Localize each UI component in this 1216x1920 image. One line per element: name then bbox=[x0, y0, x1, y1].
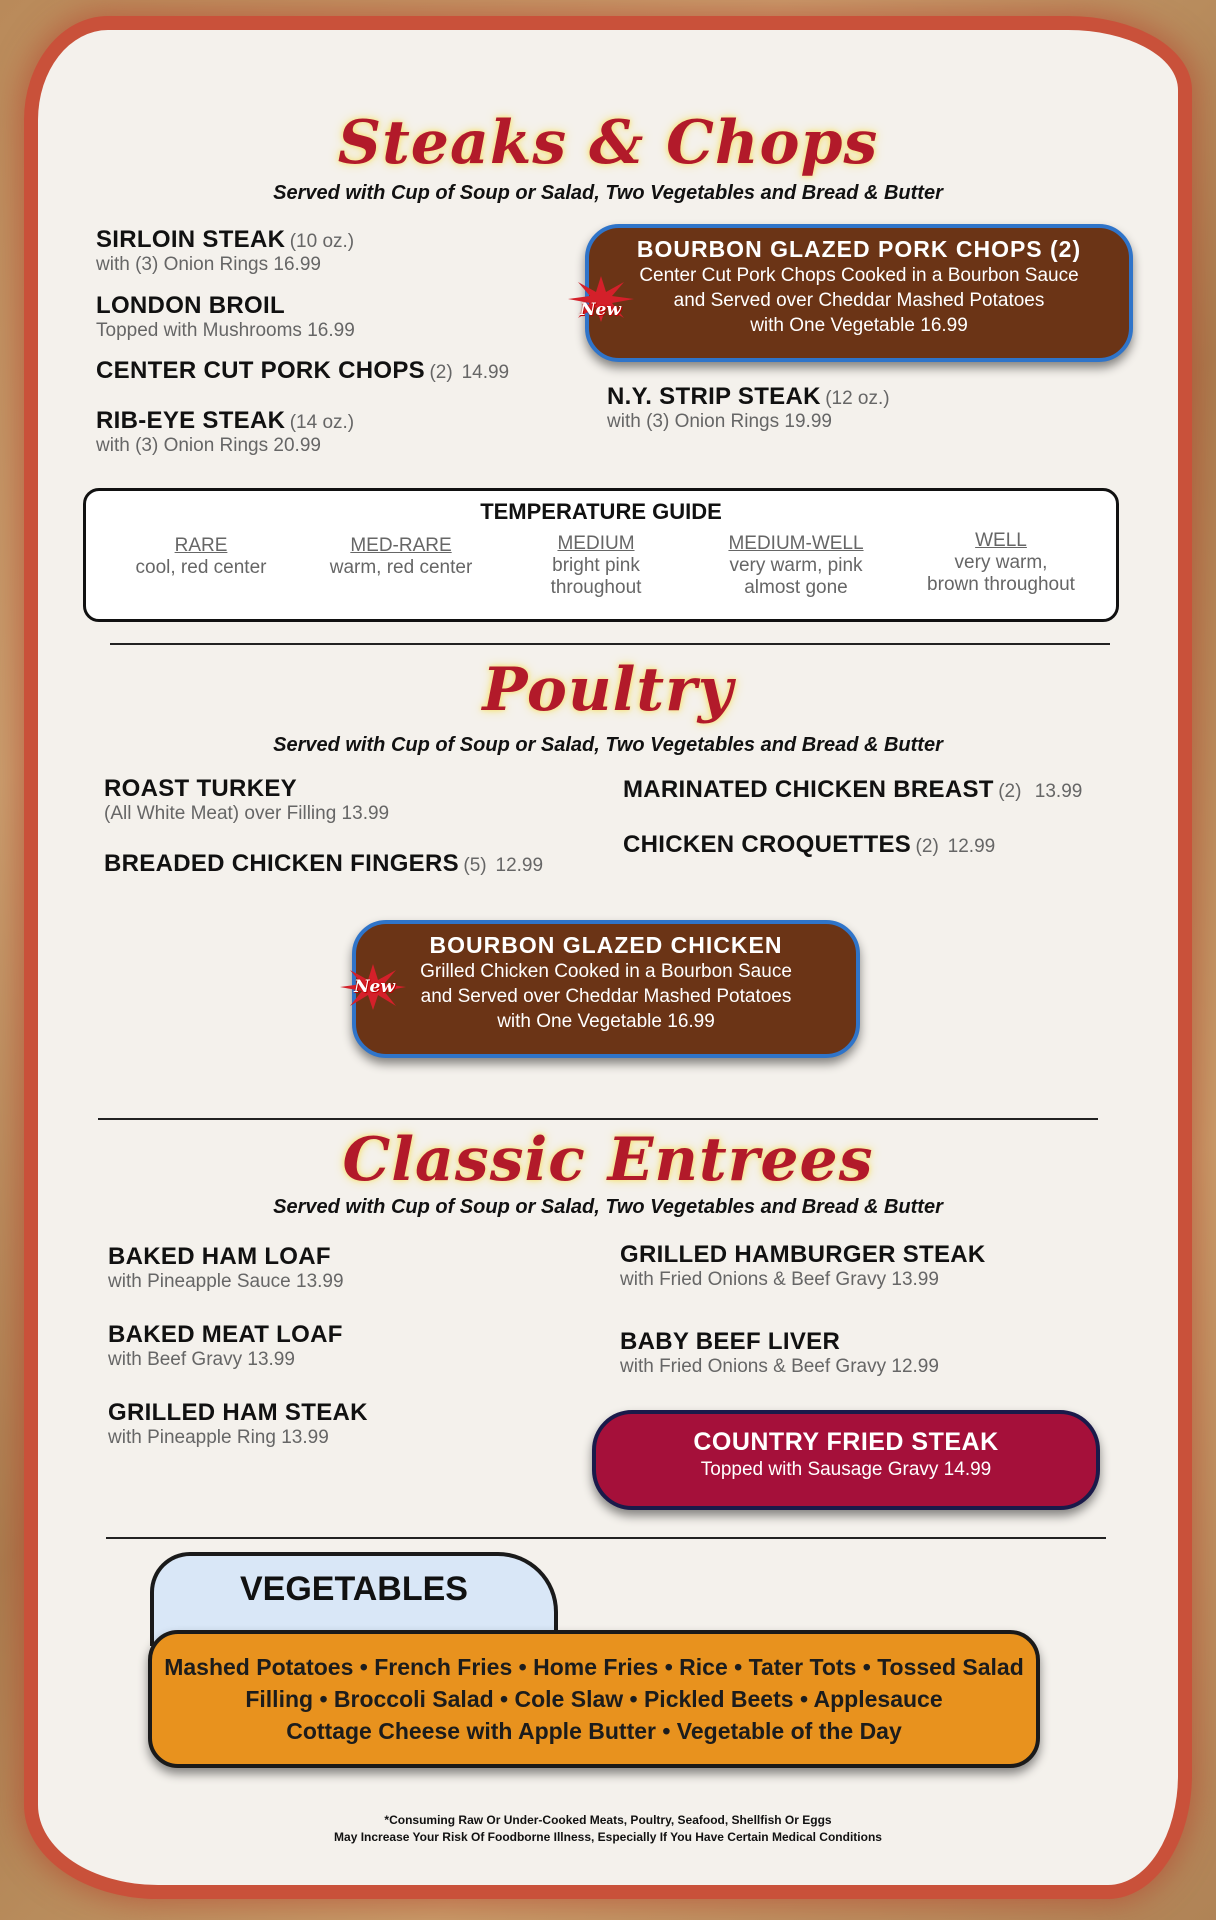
section-divider bbox=[106, 1537, 1106, 1539]
new-badge-label: New bbox=[580, 300, 621, 320]
temp-level-med-rare bbox=[316, 535, 486, 579]
item-name: GRILLED HAM STEAK bbox=[108, 1399, 368, 1426]
item-desc: with Pineapple Sauce 13.99 bbox=[108, 1271, 344, 1292]
item-desc: with Fried Onions & Beef Gravy 12.99 bbox=[620, 1356, 939, 1377]
disclaimer-line-1: *Consuming Raw Or Under-Cooked Meats, Poultry, Seafood, Shellfish Or Eggs bbox=[384, 1813, 832, 1827]
promo-title: BOURBON GLAZED CHICKEN bbox=[429, 932, 783, 958]
item-name: CENTER CUT PORK CHOPS bbox=[96, 357, 425, 384]
item-name: SIRLOIN STEAK bbox=[96, 226, 286, 253]
menu-item-baked-meat-loaf bbox=[108, 1321, 343, 1371]
food-safety-disclaimer bbox=[0, 1812, 1216, 1846]
temp-level-desc-2: brown throughout bbox=[927, 574, 1075, 595]
menu-item-center-cut-pork-chops bbox=[96, 357, 509, 385]
temperature-guide-title: TEMPERATURE GUIDE bbox=[480, 499, 722, 524]
feature-desc: Topped with Sausage Gravy 14.99 bbox=[700, 1459, 992, 1480]
temp-level-desc-2: almost gone bbox=[744, 577, 848, 598]
item-name: GRILLED HAMBURGER STEAK bbox=[620, 1241, 986, 1268]
item-name: BREADED CHICKEN FINGERS bbox=[104, 850, 459, 877]
item-name: CHICKEN CROQUETTES bbox=[623, 831, 912, 858]
steaks-section-title: Steaks & Chops bbox=[337, 108, 879, 178]
temp-level-desc: bright pink bbox=[552, 555, 640, 576]
vegetables-line-1: Mashed Potatoes • French Fries • Home Fries • Rice • Tater Tots • Tossed Salad bbox=[164, 1654, 1024, 1680]
section-divider bbox=[110, 643, 1110, 645]
temp-level-medium-well bbox=[706, 533, 886, 599]
item-desc: (All White Meat) over Filling 13.99 bbox=[104, 803, 390, 824]
vegetables-list bbox=[148, 1630, 1040, 1768]
promo-line-3: with One Vegetable 16.99 bbox=[750, 315, 968, 336]
temp-level-name: MED-RARE bbox=[350, 535, 452, 556]
promo-line-1: Grilled Chicken Cooked in a Bourbon Sauce bbox=[420, 961, 792, 982]
temp-level-rare bbox=[126, 535, 276, 579]
item-desc: with (3) Onion Rings 19.99 bbox=[607, 411, 832, 432]
promo-bourbon-pork-chops bbox=[585, 224, 1133, 362]
classic-served-with: Served with Cup of Soup or Salad, Two Vegetables and Bread & Butter bbox=[273, 1196, 943, 1218]
menu-item-baby-beef-liver bbox=[620, 1328, 939, 1378]
temp-level-name: WELL bbox=[975, 530, 1027, 551]
menu-item-marinated-chicken-breast bbox=[623, 776, 1082, 804]
feature-title: COUNTRY FRIED STEAK bbox=[693, 1428, 999, 1456]
temp-level-desc: very warm, pink bbox=[729, 555, 863, 576]
item-qty: (2) bbox=[998, 781, 1022, 802]
menu-item-baked-ham-loaf bbox=[108, 1243, 344, 1293]
steaks-served-with: Served with Cup of Soup or Salad, Two Vegetables and Bread & Butter bbox=[273, 182, 943, 204]
section-divider bbox=[98, 1118, 1098, 1120]
item-desc: Topped with Mushrooms 16.99 bbox=[96, 320, 355, 341]
promo-line-2: and Served over Cheddar Mashed Potatoes bbox=[420, 986, 792, 1007]
vegetables-line-2: Filling • Broccoli Salad • Cole Slaw • Pickled Beets • Applesauce bbox=[245, 1686, 943, 1712]
temp-level-name: RARE bbox=[174, 535, 228, 556]
promo-line-2: and Served over Cheddar Mashed Potatoes bbox=[673, 290, 1045, 311]
item-price: 13.99 bbox=[1034, 781, 1083, 802]
item-desc: with (3) Onion Rings 16.99 bbox=[96, 254, 321, 275]
menu-item-breaded-chicken-fingers bbox=[104, 850, 543, 878]
disclaimer-line-2: May Increase Your Risk Of Foodborne Illness, Especially If You Have Certain Medical Conditions bbox=[334, 1830, 882, 1844]
item-qty: (14 oz.) bbox=[289, 412, 355, 433]
vegetables-line-3: Cottage Cheese with Apple Butter • Vegetable of the Day bbox=[286, 1718, 902, 1744]
item-name: MARINATED CHICKEN BREAST bbox=[623, 776, 994, 803]
item-name: N.Y. STRIP STEAK bbox=[607, 383, 821, 410]
temp-level-name: MEDIUM-WELL bbox=[728, 533, 864, 554]
vegetables-title: VEGETABLES bbox=[240, 1570, 468, 1608]
temp-level-medium bbox=[516, 533, 676, 599]
temp-level-desc: warm, red center bbox=[329, 557, 473, 578]
promo-line-3: with One Vegetable 16.99 bbox=[497, 1011, 715, 1032]
temp-level-desc: very warm, bbox=[954, 552, 1048, 573]
temp-level-desc: cool, red center bbox=[135, 557, 267, 578]
item-qty: (5) bbox=[463, 855, 487, 876]
menu-item-london-broil bbox=[96, 292, 355, 342]
menu-item-grilled-ham-steak bbox=[108, 1399, 368, 1449]
item-qty: (2) bbox=[429, 362, 453, 383]
item-qty: (12 oz.) bbox=[825, 388, 890, 409]
item-price: 12.99 bbox=[947, 836, 996, 857]
promo-line-1: Center Cut Pork Chops Cooked in a Bourbon Sauce bbox=[639, 265, 1079, 286]
classic-section-title: Classic Entrees bbox=[342, 1125, 874, 1195]
item-name: LONDON BROIL bbox=[96, 292, 285, 319]
item-name: ROAST TURKEY bbox=[104, 775, 297, 802]
item-desc: with (3) Onion Rings 20.99 bbox=[96, 435, 321, 456]
menu-item-roast-turkey bbox=[104, 775, 389, 825]
temperature-guide bbox=[83, 488, 1119, 622]
menu-item-grilled-hamburger-steak bbox=[620, 1241, 986, 1291]
temp-level-desc-2: throughout bbox=[550, 577, 642, 598]
promo-bourbon-chicken bbox=[352, 920, 860, 1058]
temp-level-name: MEDIUM bbox=[557, 533, 635, 554]
promo-title: BOURBON GLAZED PORK CHOPS (2) bbox=[636, 236, 1082, 262]
item-desc: with Pineapple Ring 13.99 bbox=[108, 1427, 329, 1448]
item-name: RIB-EYE STEAK bbox=[96, 407, 286, 434]
item-qty: (10 oz.) bbox=[289, 231, 355, 252]
item-qty: (2) bbox=[915, 836, 939, 857]
item-price: 14.99 bbox=[461, 362, 510, 383]
menu-item-ny-strip-steak bbox=[607, 383, 890, 433]
new-badge-label: New bbox=[354, 977, 395, 997]
temp-level-well bbox=[901, 530, 1101, 596]
poultry-section-title: Poultry bbox=[482, 655, 734, 725]
item-desc: with Beef Gravy 13.99 bbox=[108, 1349, 295, 1370]
item-name: BAKED HAM LOAF bbox=[108, 1243, 331, 1270]
menu-item-rib-eye-steak bbox=[96, 407, 354, 457]
item-desc: with Fried Onions & Beef Gravy 13.99 bbox=[620, 1269, 939, 1290]
feature-country-fried-steak bbox=[592, 1410, 1100, 1510]
item-name: BAKED MEAT LOAF bbox=[108, 1321, 343, 1348]
menu-item-sirloin-steak bbox=[96, 226, 354, 276]
poultry-served-with: Served with Cup of Soup or Salad, Two Vegetables and Bread & Butter bbox=[273, 734, 943, 756]
item-price: 12.99 bbox=[495, 855, 544, 876]
item-name: BABY BEEF LIVER bbox=[620, 1328, 841, 1355]
menu-item-chicken-croquettes bbox=[623, 831, 995, 859]
